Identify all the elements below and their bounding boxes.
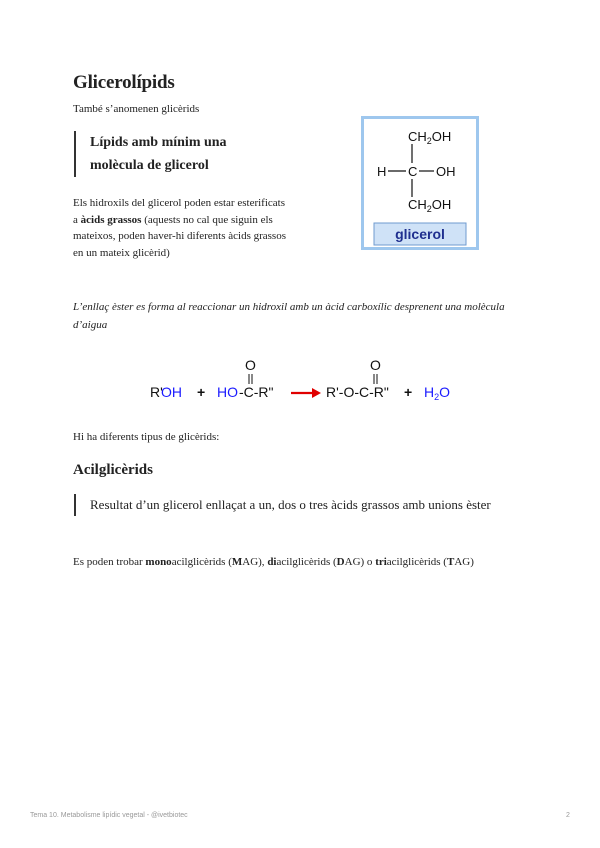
- ester-product: R'-O-C-R": [326, 384, 389, 400]
- reaction-arrow-icon: [291, 388, 321, 398]
- plus-1: +: [197, 384, 206, 400]
- glycerol-figure: [361, 116, 479, 250]
- definition-line-1: Lípids amb mínim una: [90, 135, 227, 150]
- types-text: AG) o: [344, 556, 376, 568]
- types-intro: Hi ha diferents tipus de glicèrids:: [73, 431, 220, 443]
- types-bold: D: [336, 556, 345, 568]
- acid-ho: HO: [217, 384, 238, 400]
- reaction-equation: [140, 352, 470, 408]
- acid-rest: -C-R": [239, 384, 274, 400]
- plus-2: +: [404, 384, 413, 400]
- types-line: [73, 556, 474, 568]
- acid-carbonyl-o: O: [245, 357, 256, 373]
- types-bold: tri: [375, 556, 387, 568]
- types-text: AG),: [242, 556, 268, 568]
- glycerol-c: C: [408, 164, 418, 179]
- types-text: acilglicèrids (: [171, 556, 232, 568]
- types-bold: T: [446, 556, 455, 568]
- types-text: Es poden trobar: [73, 556, 146, 568]
- types-text: AG): [454, 556, 474, 568]
- glycerol-label: glicerol: [395, 226, 445, 242]
- water: $H_2O$: [424, 384, 451, 402]
- glycerol-ch2oh-top: $CH_2OH$: [408, 129, 452, 146]
- glycerol-structure: [364, 119, 476, 247]
- page-number: 2: [566, 812, 570, 819]
- ester-note: L’enllaç èster es forma al reaccionar un hidroxil amb un àcid carboxílic desprenent una molècula d’aigua: [73, 301, 505, 331]
- types-bold: di: [267, 556, 277, 568]
- types-bold: M: [231, 556, 243, 568]
- types-text: acilglicèrids (: [276, 556, 337, 568]
- definition-quote: [74, 131, 330, 177]
- hydroxyl-paragraph: [73, 195, 288, 261]
- reactant-oh: OH: [161, 384, 182, 400]
- acilglicerids-quote: Resultat d’un glicerol enllaçat a un, dos o tres àcids grassos amb unions èster: [74, 494, 560, 516]
- section-title-acilglicerids: Acilglicèrids: [73, 462, 153, 478]
- types-text: acilglicèrids (: [386, 556, 447, 568]
- esterification-reaction: [140, 352, 470, 413]
- para-text-2: (aquests no cal que siguin els mateixos, poden haver-hi diferents àcids grassos en un mateix glicèrid): [73, 213, 286, 259]
- page-title: Glicerolípids: [73, 72, 175, 93]
- para-bold: àcids grassos: [80, 213, 142, 226]
- footer: Tema 10. Metabolisme lipídic vegetal - @ivetbiotec: [30, 812, 188, 819]
- subtitle: També s’anomenen glicèrids: [73, 103, 200, 115]
- para-text: Els hidroxils del glicerol poden estar esterificats a: [73, 197, 285, 226]
- reactant-r: R': [150, 384, 163, 400]
- glycerol-oh: OH: [436, 164, 456, 179]
- ester-carbonyl-o: O: [370, 357, 381, 373]
- types-bold: mono: [145, 556, 172, 568]
- definition-line-2: molècula de glicerol: [90, 158, 209, 173]
- glycerol-ch2oh-bottom: $CH_2OH$: [408, 197, 452, 214]
- glycerol-h: H: [377, 164, 387, 179]
